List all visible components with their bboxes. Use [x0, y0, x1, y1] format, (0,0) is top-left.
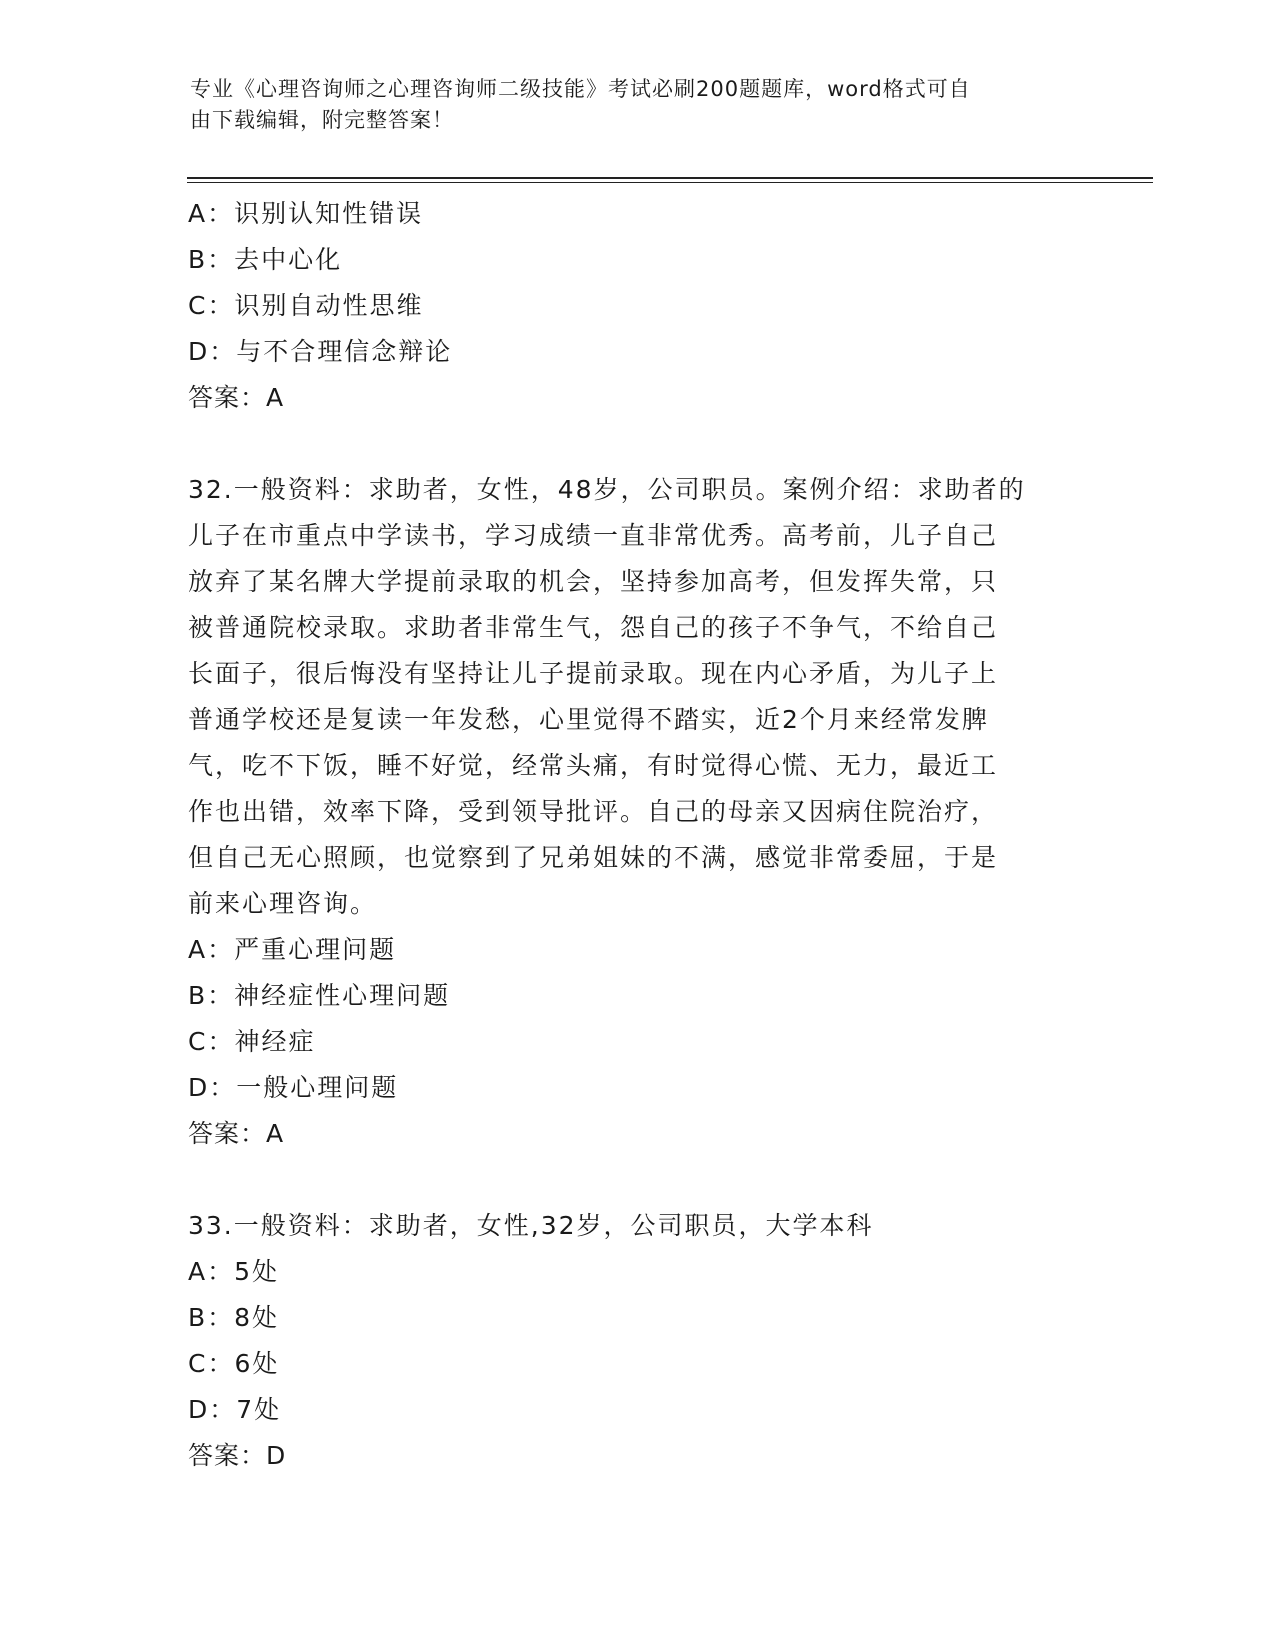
option-d: D：一般心理问题 — [188, 1073, 399, 1102]
header-line-2: 由下载编辑，附完整答案！ — [190, 108, 454, 132]
option-b: B：去中心化 — [188, 245, 343, 274]
question-stem-line: 前来心理咨询。 — [188, 889, 378, 918]
question-33 — [188, 1203, 1088, 1479]
question-stem-line: 作也出错，效率下降，受到领导批评。自己的母亲又因病住院治疗， — [188, 797, 999, 826]
header-divider-thick — [187, 177, 1153, 179]
question-stem-line: 但自己无心照顾，也觉察到了兄弟姐妹的不满，感觉非常委屈，于是 — [188, 843, 999, 872]
question-stem-line: 被普通院校录取。求助者非常生气，怨自己的孩子不争气，不给自己 — [188, 613, 999, 642]
question-stem: 33.一般资料：求助者，女性,32岁，公司职员，大学本科 — [188, 1211, 874, 1240]
answer: 答案：A — [188, 383, 285, 412]
option-d: D：7处 — [188, 1395, 282, 1424]
option-d: D：与不合理信念辩论 — [188, 337, 453, 366]
option-b: B：8处 — [188, 1303, 280, 1332]
option-a: A：严重心理问题 — [188, 935, 397, 964]
answer: 答案：D — [188, 1441, 287, 1470]
option-c: C：识别自动性思维 — [188, 291, 424, 320]
question-stem-line: 长面子，很后悔没有坚持让儿子提前录取。现在内心矛盾，为儿子上 — [188, 659, 999, 688]
question-stem-line: 普通学校还是复读一年发愁，心里觉得不踏实，近2个月来经常发脾 — [188, 705, 989, 734]
question-stem-line: 气，吃不下饭，睡不好觉，经常头痛，有时觉得心慌、无力，最近工 — [188, 751, 999, 780]
answer: 答案：A — [188, 1119, 285, 1148]
spacer — [188, 1157, 1088, 1203]
header-line-1: 专业《心理咨询师之心理咨询师二级技能》考试必刷200题题库，word格式可自 — [190, 77, 971, 101]
option-b: B：神经症性心理问题 — [188, 981, 451, 1010]
option-a: A：识别认知性错误 — [188, 199, 424, 228]
option-c: C：6处 — [188, 1349, 280, 1378]
spacer — [188, 421, 1088, 467]
question-stem-line: 32.一般资料：求助者，女性，48岁，公司职员。案例介绍：求助者的 — [188, 475, 1026, 504]
document-header — [190, 74, 1070, 136]
question-stem-line: 儿子在市重点中学读书，学习成绩一直非常优秀。高考前，儿子自己 — [188, 521, 999, 550]
option-a: A：5处 — [188, 1257, 280, 1286]
header-divider-thin — [187, 182, 1153, 183]
question-31 — [188, 191, 1088, 421]
question-content — [188, 191, 1088, 1479]
option-c: C：神经症 — [188, 1027, 316, 1056]
question-stem-line: 放弃了某名牌大学提前录取的机会，坚持参加高考，但发挥失常，只 — [188, 567, 999, 596]
question-32 — [188, 467, 1088, 1157]
